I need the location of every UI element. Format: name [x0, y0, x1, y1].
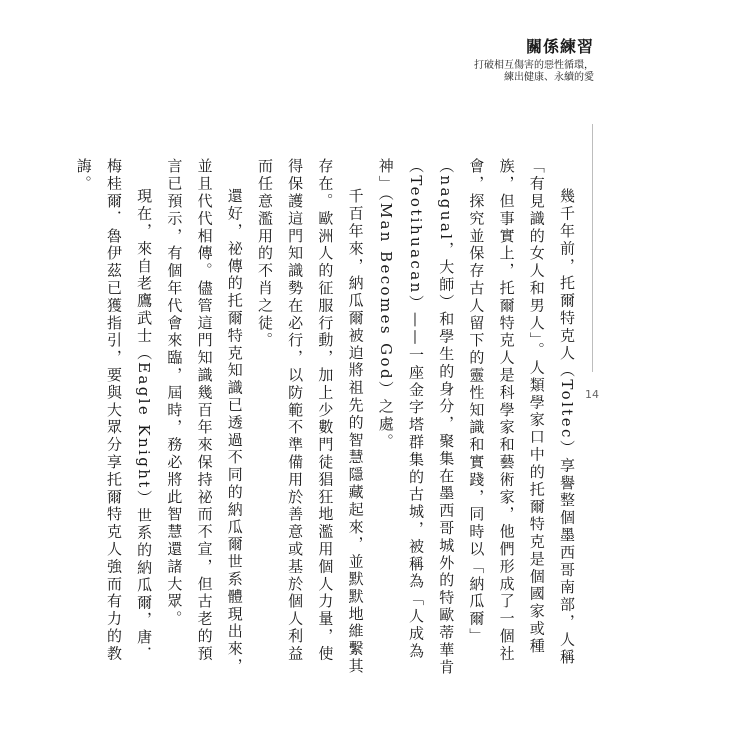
book-title: 關係練習	[525, 37, 594, 56]
running-header	[354, 34, 594, 84]
paragraph-3: 還好，祕傳的托爾特克知識已透過不同的納瓜爾世系體現出來，並且代代相傳。儘管這門知識幾百年來保持祕而不宣，但古老的預言已預示，有個年代會來臨，屆時，務必將此智慧還諸大眾。	[165, 158, 244, 676]
paragraph-2: 千百年來，納瓜爾被迫將祖先的智慧隱藏起來，並默默地維繫其存在。歐洲人的征服行動，加上少數門徒猖狂地濫用個人力量，使得保護這門知識勢在必行，以防範不準備用於善意或基於個人利益而任意濫用的不肖之徒。	[255, 158, 365, 676]
paragraph-1: 幾千年前，托爾特克人（Toltec）享譽整個墨西哥南部，人稱「有見識的女人和男人」。人類學家口中的托爾特克是個國家或種族，但事實上，托爾特克人是科學家和藝術家，他們形成了一個社會，探究並保存古人留下的靈性知識和實踐，同時以「納瓜爾」（nagual，大師）和學生的身分，聚集在墨西哥城外的特歐蒂華肯（Teotihuacan）——一座金字塔群集的古城，被稱為「人成為神」（Man Becomes God）之處。	[376, 158, 576, 677]
book-subtitle-line-2: 練出健康、永續的愛	[504, 72, 594, 83]
margin-rule	[592, 124, 593, 372]
body-text	[74, 158, 582, 678]
book-subtitle-line-1: 打破相互傷害的惡性循環，	[474, 60, 594, 71]
paragraph-4: 現在，來自老鷹武士（Eagle Knight）世系的納瓜爾，唐．梅桂爾．魯伊茲已獲指引，要與大眾分享托爾特克人強而有力的教誨。	[74, 158, 154, 664]
page-number: 14	[585, 388, 599, 401]
